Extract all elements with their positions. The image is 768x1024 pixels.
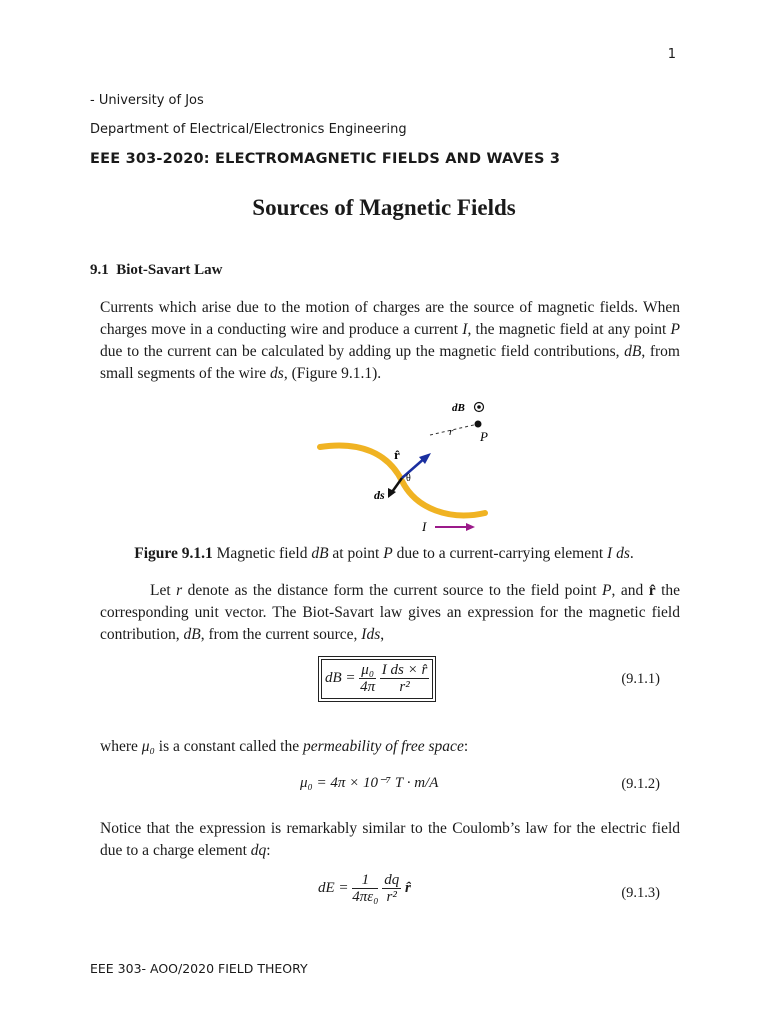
symbol-dB: dB xyxy=(624,343,642,360)
ds-vector xyxy=(392,478,402,492)
text: at point xyxy=(328,545,384,562)
text: where xyxy=(100,738,142,755)
eq-num: μ₀ xyxy=(361,662,375,678)
biot-savart-paragraph xyxy=(100,580,680,646)
chapter-title: Sources of Magnetic Fields xyxy=(252,195,516,220)
eq-den: r² xyxy=(386,889,397,905)
label-rhat: r̂ xyxy=(394,447,400,462)
symbol-Ids: Ids xyxy=(361,626,381,643)
equation-number: (9.1.1) xyxy=(621,671,660,687)
eq-num: I ds × r̂ xyxy=(381,662,428,678)
equation-9-1-1 xyxy=(325,662,429,695)
caption-label: Figure 9.1.1 xyxy=(134,545,213,562)
label-r: r xyxy=(449,426,454,438)
equation-number: (9.1.2) xyxy=(621,776,660,792)
eq-num: dq xyxy=(384,872,400,888)
symbol-rhat: r̂ xyxy=(648,582,656,599)
symbol-mu0: μ₀ xyxy=(141,738,155,755)
text: , from small segments of the wire xyxy=(100,343,680,382)
label-theta: θ xyxy=(406,473,411,484)
text: : xyxy=(266,842,271,859)
text: , xyxy=(380,626,385,643)
eq-den: 4πε₀ xyxy=(352,889,379,905)
symbol-dB: dB xyxy=(311,545,329,562)
text: due to a current-carrying element xyxy=(392,545,608,562)
symbol-dB: dB xyxy=(183,626,201,643)
eq-lhs: dE = xyxy=(318,879,349,896)
text: : xyxy=(463,738,469,755)
text: . xyxy=(629,545,634,562)
eq-den: r² xyxy=(399,679,410,695)
text: denote as the distance form the current source to the field point xyxy=(182,582,603,599)
biot-savart-figure xyxy=(310,395,510,540)
intro-paragraph xyxy=(100,297,680,385)
text: , and xyxy=(611,582,649,599)
current-wire xyxy=(320,445,485,515)
current-arrowhead xyxy=(466,523,475,531)
eq-unit-vector: r̂ xyxy=(404,879,411,896)
symbol-I: I xyxy=(462,321,468,338)
equation-9-1-1-box xyxy=(318,656,436,702)
text: , from the current source, xyxy=(200,626,362,643)
symbol-Ids: I ds xyxy=(607,545,630,562)
text: , the magnetic field at any point xyxy=(467,321,671,338)
text: Magnetic field xyxy=(212,545,312,562)
r-dashed-line xyxy=(430,424,478,435)
term-permeability: permeability of free space xyxy=(302,738,464,755)
text: due to the current can be calculated by adding up the magnetic field contributions, xyxy=(100,343,625,360)
figure-caption xyxy=(0,545,768,563)
text: is a constant called the xyxy=(154,738,303,755)
university-name: - University of Jos xyxy=(90,93,204,108)
dB-out-of-page-dot xyxy=(477,405,481,409)
course-title: EEE 303-2020: ELECTROMAGNETIC FIELDS AND WAVES 3 xyxy=(90,151,561,167)
eq-lhs: dB = xyxy=(325,669,356,686)
eq-num: 1 xyxy=(352,872,378,889)
section-number: 9.1 xyxy=(90,262,109,278)
point-p-dot xyxy=(475,421,482,428)
text: the corresponding unit vector. The Biot-Savart law gives an expression for the magnetic field contribution, xyxy=(100,582,681,643)
text: Notice that the expression is remarkably similar to the Coulomb’s law for the electric field due to a charge element xyxy=(100,820,680,859)
label-P: P xyxy=(480,429,488,444)
label-dB: dB xyxy=(452,402,465,414)
equation-9-1-2: μ₀ = 4π × 10⁻⁷ T · m/A xyxy=(300,775,439,791)
equation-number: (9.1.3) xyxy=(621,885,660,901)
symbol-dq: dq xyxy=(250,842,267,859)
department-name: Department of Electrical/Electronics Engineering xyxy=(90,122,407,137)
text: Let xyxy=(150,582,177,599)
equation-9-1-3 xyxy=(318,872,411,905)
section-heading xyxy=(90,262,223,279)
symbol-P: P xyxy=(670,321,680,338)
permeability-paragraph xyxy=(100,736,680,758)
section-title: Biot-Savart Law xyxy=(116,262,223,278)
symbol-ds: ds xyxy=(270,365,284,382)
text: Currents which arise due to the motion of charges are the source of magnetic fields. When charges move in a conducting wire and produce a current xyxy=(100,299,680,338)
eq-den: 4π xyxy=(360,679,376,695)
page-footer: EEE 303- AOO/2020 FIELD THEORY xyxy=(90,961,308,976)
symbol-r: r xyxy=(176,582,183,599)
symbol-P: P xyxy=(383,545,393,562)
label-ds: ds xyxy=(374,488,385,502)
label-I: I xyxy=(422,519,427,534)
symbol-P: P xyxy=(602,582,612,599)
coulomb-paragraph xyxy=(100,818,680,862)
text: , (Figure 9.1.1). xyxy=(283,365,382,382)
page-number: 1 xyxy=(667,47,676,62)
